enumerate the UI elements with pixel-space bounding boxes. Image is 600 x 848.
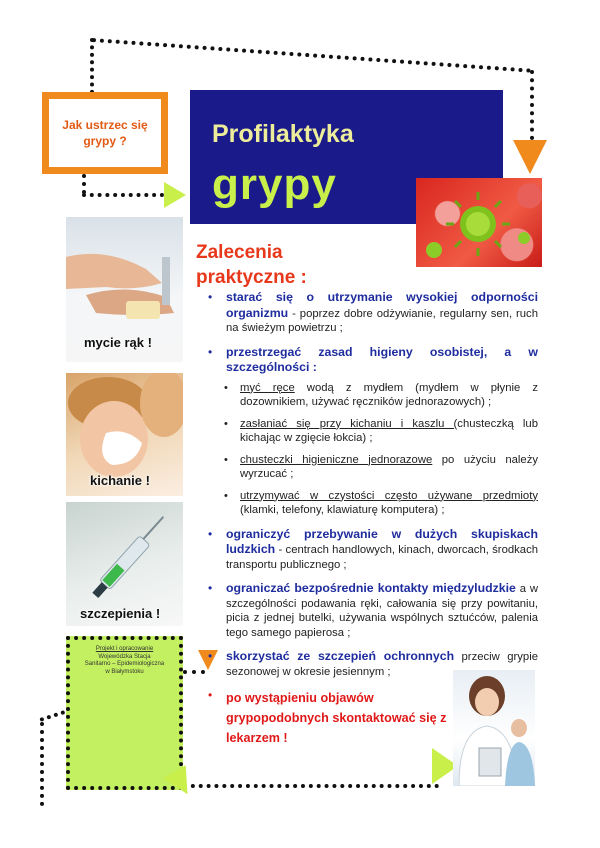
bullet-icon: •	[224, 453, 228, 466]
handwashing-photo	[66, 217, 183, 362]
title-line1: Profilaktyka	[212, 120, 354, 148]
bullet-icon: •	[208, 290, 213, 304]
photo-caption: mycie rąk !	[84, 335, 152, 350]
callout-text: Jak ustrzec się grypy ?	[62, 118, 148, 148]
section-heading-line1: Zalecenia	[196, 242, 283, 263]
list-item-text: przeciw grypie sezonowej w okresie jesiennym ;	[226, 651, 538, 678]
title-line2: grypy	[212, 160, 337, 209]
dotted-path-lower-mid	[183, 670, 205, 674]
virus-icon	[416, 178, 542, 267]
credit-line: w Białymstoku	[105, 668, 144, 675]
dotted-path-top	[92, 38, 531, 73]
dotted-path-left	[90, 38, 94, 94]
warning-text: po wystąpieniu objawów grypopodobnych skontaktować się z lekarzem !	[226, 691, 447, 745]
bullet-icon: •	[224, 489, 228, 502]
virus-image	[416, 178, 542, 267]
list-item	[206, 581, 538, 640]
sub-item-underlined: myć ręce	[240, 381, 295, 394]
photo-caption: kichanie !	[90, 473, 150, 488]
sub-item-text: po użyciu należy wyrzucać ;	[240, 453, 538, 480]
credit-line: Projekt i opracowanie	[95, 646, 154, 652]
list-item	[206, 290, 538, 336]
bullet-icon: •	[208, 649, 213, 663]
photo-caption: szczepienia !	[80, 606, 161, 621]
list-item-bold: starać się o utrzymanie wysokiej odporności organizmu	[226, 290, 538, 320]
list-item	[206, 649, 538, 679]
section-heading-line2: praktyczne :	[196, 267, 307, 288]
list-item	[206, 527, 538, 573]
list-item	[206, 345, 538, 376]
sub-list-item	[206, 489, 538, 518]
credit-line: Sanitarno – Epidemiologiczna	[84, 661, 165, 667]
bullet-icon: •	[208, 526, 213, 541]
dotted-path-lower	[39, 710, 65, 722]
dotted-path-lower-left	[40, 722, 44, 806]
triangle-arrow-right-icon	[164, 182, 186, 208]
list-item-warning	[206, 688, 458, 748]
credit-line: Wojewódzka Stacja	[98, 653, 151, 660]
sub-item-underlined: chusteczki higieniczne jednorazowe	[240, 453, 433, 466]
sub-list-item	[206, 417, 538, 446]
credit-text	[74, 646, 175, 676]
sub-item-underlined: zasłaniać się przy kichaniu i kaszlu (	[240, 417, 458, 430]
list-item-bold: ograniczać bezpośrednie kontakty międzyludzkie	[226, 581, 516, 595]
sneezing-photo	[66, 373, 183, 496]
sub-item-underlined: utrzymywać w czystości często używane przedmioty	[240, 489, 538, 502]
sub-item-text: (klamki, telefony, klawiaturę komputera) ;	[240, 504, 445, 516]
list-item-text: a w szczególności podawania ręki, całowania się przy powitaniu, picia z jednej butelki, używania wspólnych sztućców, palenia tego samego papierosa ;	[226, 583, 538, 639]
list-item-bold: ograniczyć przebywanie w dużych skupiskach ludzkich	[226, 526, 538, 556]
sub-item-text: wodą z mydłem (mydłem w płynie z dozownikiem, używać ręczników jednorazowych) ;	[240, 381, 538, 408]
list-item-text: - poprzez dobre odżywianie, regularny sen, ruch na świeżym powietrzu ;	[226, 307, 538, 334]
bullet-icon: •	[224, 381, 228, 394]
list-item-bold: skorzystać ze szczepień ochronnych	[226, 649, 455, 663]
credit-box	[66, 636, 183, 790]
section-heading	[196, 240, 307, 290]
dotted-path-right	[530, 70, 534, 140]
triangle-arrow-down-icon	[513, 140, 547, 174]
question-callout	[42, 92, 168, 174]
sub-list-item	[206, 453, 538, 482]
recommendations-list	[206, 290, 538, 757]
sub-list-item	[206, 381, 538, 410]
dotted-path-bottom	[183, 784, 439, 788]
list-item-bold: przestrzegać zasad higieny osobistej, a w szczególności :	[226, 344, 538, 374]
vaccination-photo	[66, 502, 183, 626]
dotted-path-mid	[82, 193, 164, 197]
bullet-icon: •	[208, 688, 213, 702]
list-item-text: - centrach handlowych, kinach, dworcach, środkach transportu publicznego ;	[226, 544, 538, 571]
dotted-path-left-lower	[82, 174, 86, 194]
sub-item-text: chusteczką lub kichając w zgięcie łokcia) ;	[240, 417, 538, 444]
bullet-icon: •	[224, 417, 228, 430]
bullet-icon: •	[208, 344, 213, 359]
bullet-icon: •	[208, 581, 213, 595]
